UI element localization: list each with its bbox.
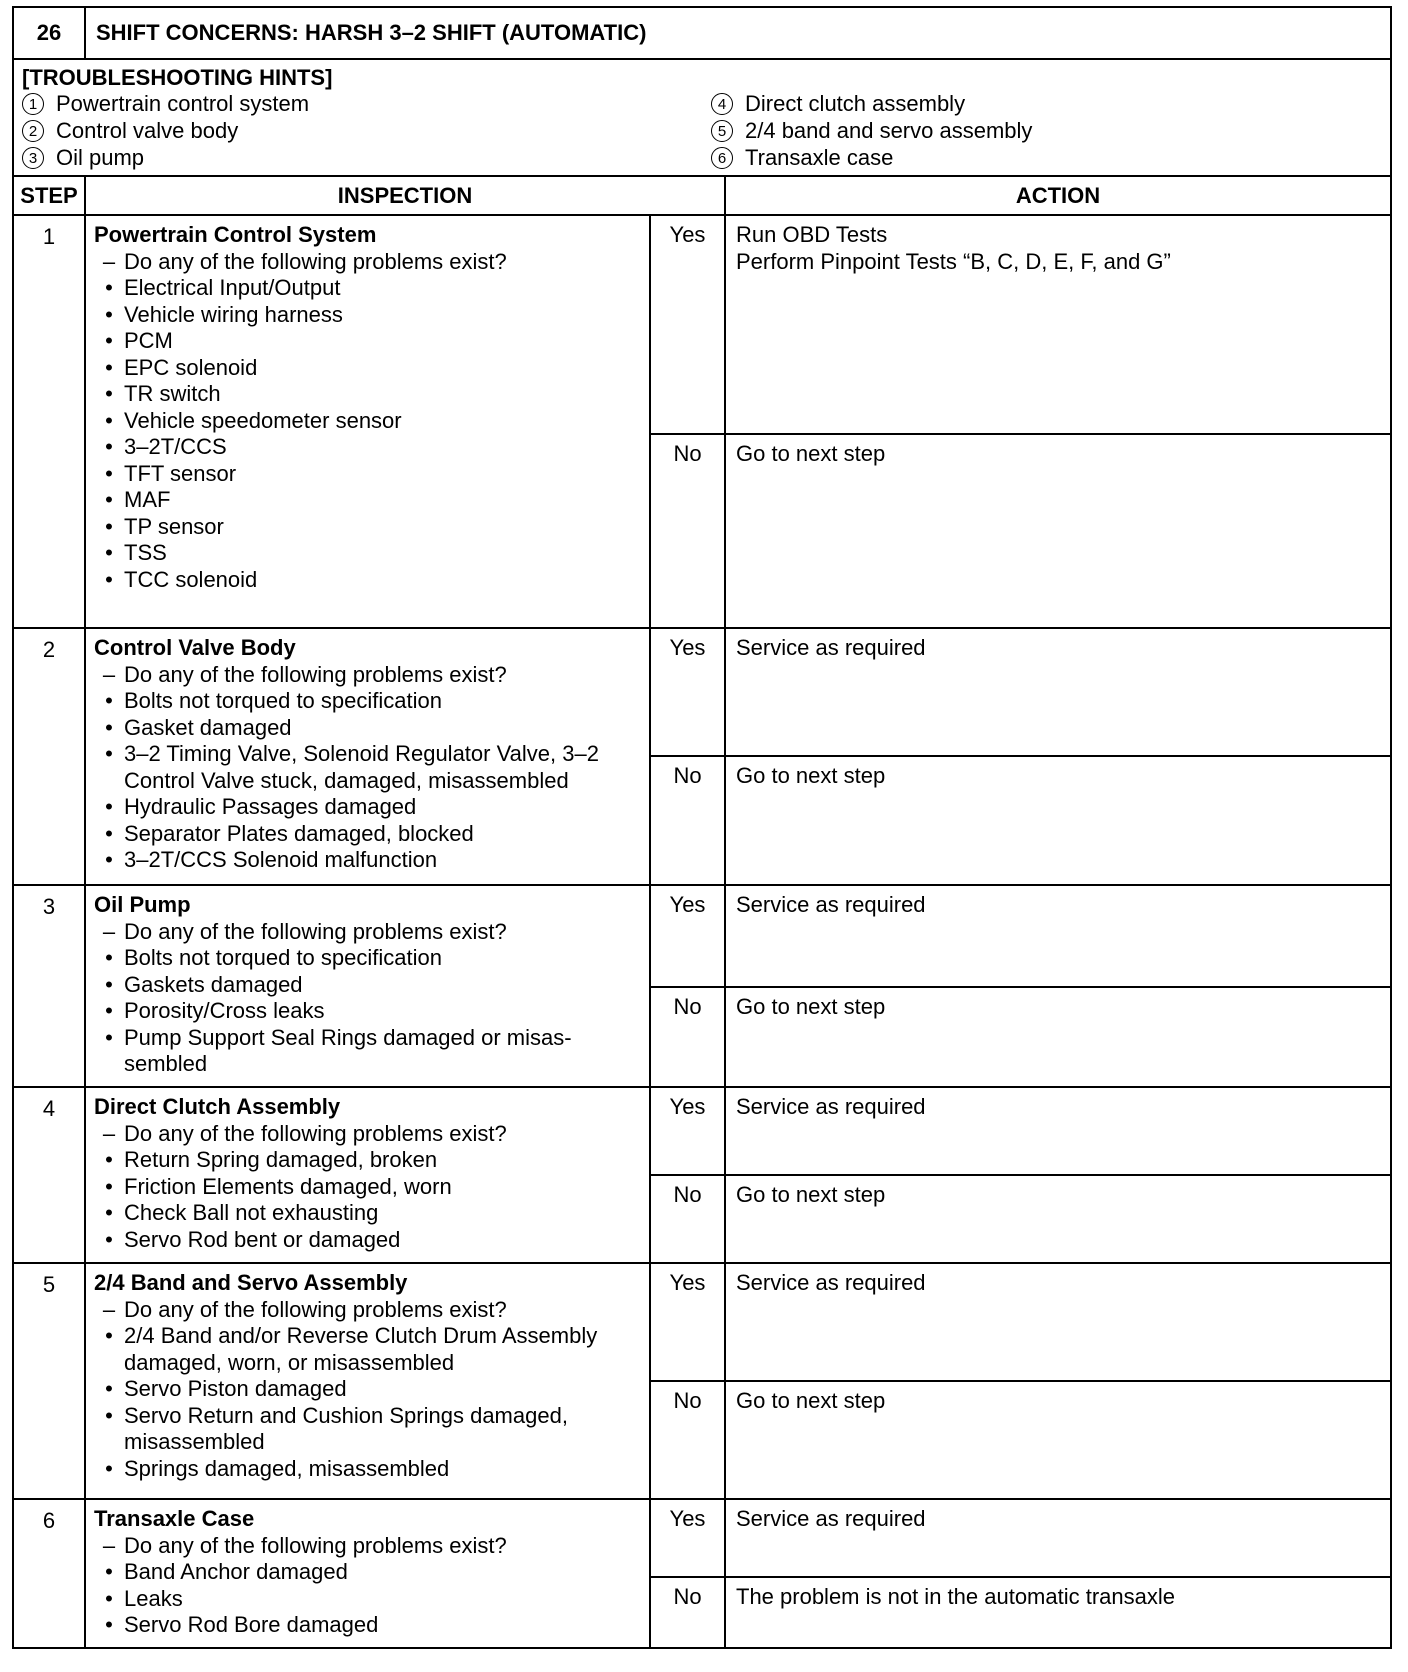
inspection-title: Transaxle Case: [94, 1506, 255, 1531]
inspection-item: EPC solenoid: [124, 354, 258, 380]
action-yes: Service as required: [725, 1499, 1391, 1577]
column-header-inspection: INSPECTION: [85, 176, 725, 215]
step-number: 4: [13, 1087, 85, 1263]
step-inspection: Direct Clutch Assembly – Do any of the following problems exist? • Return Spring damaged, broken • Friction Elements damaged, worn • Check Ball not exhausting • Servo Rod bent or damaged: [85, 1087, 650, 1263]
action-yes: Service as required: [725, 1087, 1391, 1175]
answer-no: No: [650, 987, 725, 1087]
inspection-item: Pump Support Seal Rings damaged or misas- sembled: [124, 1024, 572, 1076]
inspection-item: Band Anchor damaged: [124, 1559, 348, 1584]
inspection-item: Gaskets damaged: [124, 971, 303, 997]
action-no: Go to next step: [725, 756, 1391, 885]
inspection-title: 2/4 Band and Servo Assembly: [94, 1270, 408, 1295]
troubleshooting-hints: [13, 59, 1391, 176]
inspection-item: Bolts not torqued to specification: [124, 945, 442, 970]
step-inspection: Powertrain Control System – Do any of the following problems exist? • Electrical Input/Output • Vehicle wiring harness • PCM • EPC solenoid • TR switch • Vehicle speedometer sensor • 3–2T/CCS • TFT sensor • MAF • TP sensor • TSS • TCC solenoid: [85, 215, 650, 628]
step-inspection: Control Valve Body – Do any of the following problems exist? • Bolts not torqued to specification • Gasket damaged • 3–2 Timing Valve, Solenoid Regulator Valve, 3–2 Control Valve stuck, damaged, misassembled • Hydraulic Passages damaged • Separator Plates damaged, blocked • 3–2T/CCS Solenoid malfunction: [85, 628, 650, 885]
action-no: Go to next step: [725, 1175, 1391, 1263]
inspection-item: PCM: [124, 328, 173, 353]
troubleshooting-document: [12, 6, 1390, 1660]
inspection-item: 3–2T/CCS Solenoid malfunction: [124, 847, 438, 872]
inspection-question: Do any of the following problems exist?: [124, 918, 507, 944]
hint-item: [22, 90, 693, 117]
hint-label: 2/4 band and servo assembly: [745, 118, 1033, 143]
hints-title: [TROUBLESHOOTING HINTS]: [22, 65, 333, 90]
inspection-item: TR switch: [124, 381, 221, 406]
answer-yes: Yes: [650, 628, 725, 756]
action-no: Go to next step: [725, 987, 1391, 1087]
column-header-step: STEP: [13, 176, 85, 215]
hint-label: Oil pump: [56, 145, 145, 170]
inspection-title: Direct Clutch Assembly: [94, 1094, 341, 1119]
hints-right-column: [693, 90, 1382, 171]
action-line: Run OBD Tests: [736, 222, 888, 247]
inspection-item: Servo Rod Bore damaged: [124, 1612, 379, 1637]
inspection-question: Do any of the following problems exist?: [124, 661, 507, 687]
hints-left-column: [22, 90, 693, 171]
inspection-item: Separator Plates damaged, blocked: [124, 820, 474, 846]
step-number: 1: [13, 215, 85, 628]
page-title: SHIFT CONCERNS: HARSH 3–2 SHIFT (AUTOMATIC): [85, 7, 1391, 59]
inspection-item: Check Ball not exhausting: [124, 1200, 379, 1225]
action-yes: Service as required: [725, 1263, 1391, 1381]
action-no: Go to next step: [725, 434, 1391, 628]
action-no: Go to next step: [725, 1381, 1391, 1499]
inspection-item: Hydraulic Passages damaged: [124, 794, 417, 819]
hint-item: [711, 90, 1382, 117]
inspection-question: Do any of the following problems exist?: [124, 1120, 507, 1146]
inspection-item: Vehicle speedometer sensor: [124, 407, 402, 433]
inspection-item: TCC solenoid: [124, 566, 258, 592]
hint-label: Powertrain control system: [56, 91, 310, 116]
circled-number: 4: [711, 93, 733, 115]
step-number: 3: [13, 885, 85, 1087]
inspection-item: Friction Elements damaged, worn: [124, 1173, 452, 1199]
answer-yes: Yes: [650, 885, 725, 987]
hint-item: [711, 144, 1382, 171]
hint-label: Direct clutch assembly: [745, 91, 966, 116]
inspection-question: Do any of the following problems exist?: [124, 1532, 507, 1558]
chart-number: 26: [13, 7, 85, 59]
answer-no: No: [650, 1175, 725, 1263]
answer-yes: Yes: [650, 1499, 725, 1577]
inspection-item: 2/4 Band and/or Reverse Clutch Drum Assembly damaged, worn, or misassembled: [124, 1323, 598, 1375]
action-yes: [725, 215, 1391, 434]
circled-number: 3: [22, 147, 44, 169]
step-number: 5: [13, 1263, 85, 1499]
inspection-item: Vehicle wiring harness: [124, 301, 343, 327]
inspection-item: Electrical Input/Output: [124, 275, 341, 300]
hint-label: Control valve body: [56, 118, 239, 143]
circled-number: 6: [711, 147, 733, 169]
circled-number: 2: [22, 120, 44, 142]
circled-number: 5: [711, 120, 733, 142]
inspection-item: Return Spring damaged, broken: [124, 1147, 438, 1172]
inspection-item: Gasket damaged: [124, 714, 292, 740]
inspection-item: 3–2 Timing Valve, Solenoid Regulator Valve, 3–2 Control Valve stuck, damaged, misassembled: [124, 741, 599, 793]
hint-label: Transaxle case: [745, 145, 894, 170]
inspection-item: TSS: [124, 540, 167, 565]
action-no: The problem is not in the automatic transaxle: [725, 1577, 1391, 1648]
inspection-item: Servo Piston damaged: [124, 1376, 347, 1401]
action-line: Perform Pinpoint Tests “B, C, D, E, F, and G”: [736, 248, 1171, 274]
step-inspection: 2/4 Band and Servo Assembly – Do any of the following problems exist? • 2/4 Band and/or Reverse Clutch Drum Assembly damaged, worn, or misassembled • Servo Piston damaged • Servo Return and Cushion Springs damaged, misassembled • Springs damaged, misassembled: [85, 1263, 650, 1499]
answer-no: No: [650, 1577, 725, 1648]
inspection-item: MAF: [124, 487, 171, 512]
inspection-item: TP sensor: [124, 513, 224, 539]
action-yes: Service as required: [725, 628, 1391, 756]
circled-number: 1: [22, 93, 44, 115]
inspection-item: Leaks: [124, 1585, 183, 1611]
step-inspection: Transaxle Case – Do any of the following problems exist? • Band Anchor damaged • Leaks • Servo Rod Bore damaged: [85, 1499, 650, 1648]
inspection-title: Powertrain Control System: [94, 222, 377, 247]
inspection-question: Do any of the following problems exist?: [124, 248, 507, 274]
answer-yes: Yes: [650, 1087, 725, 1175]
answer-no: No: [650, 756, 725, 885]
answer-yes: Yes: [650, 215, 725, 434]
inspection-title: Control Valve Body: [94, 635, 296, 660]
inspection-item: Bolts not torqued to specification: [124, 688, 442, 713]
column-header-action: ACTION: [725, 176, 1391, 215]
inspection-item: 3–2T/CCS: [124, 434, 227, 459]
action-yes: Service as required: [725, 885, 1391, 987]
inspection-item: TFT sensor: [124, 460, 237, 486]
answer-yes: Yes: [650, 1263, 725, 1381]
hint-item: [711, 117, 1382, 144]
troubleshooting-table: [12, 6, 1392, 1649]
inspection-item: Servo Rod bent or damaged: [124, 1226, 401, 1252]
inspection-item: Servo Return and Cushion Springs damaged, misassembled: [124, 1402, 568, 1454]
step-number: 6: [13, 1499, 85, 1648]
answer-no: No: [650, 434, 725, 628]
inspection-title: Oil Pump: [94, 892, 191, 917]
step-number: 2: [13, 628, 85, 885]
inspection-item: Porosity/Cross leaks: [124, 998, 325, 1023]
inspection-question: Do any of the following problems exist?: [124, 1296, 507, 1322]
inspection-item: Springs damaged, misassembled: [124, 1455, 450, 1481]
hint-item: [22, 144, 693, 171]
hint-item: [22, 117, 693, 144]
answer-no: No: [650, 1381, 725, 1499]
step-inspection: Oil Pump – Do any of the following problems exist? • Bolts not torqued to specification • Gaskets damaged • Porosity/Cross leaks • Pump Support Seal Rings damaged or misas- sembled: [85, 885, 650, 1087]
